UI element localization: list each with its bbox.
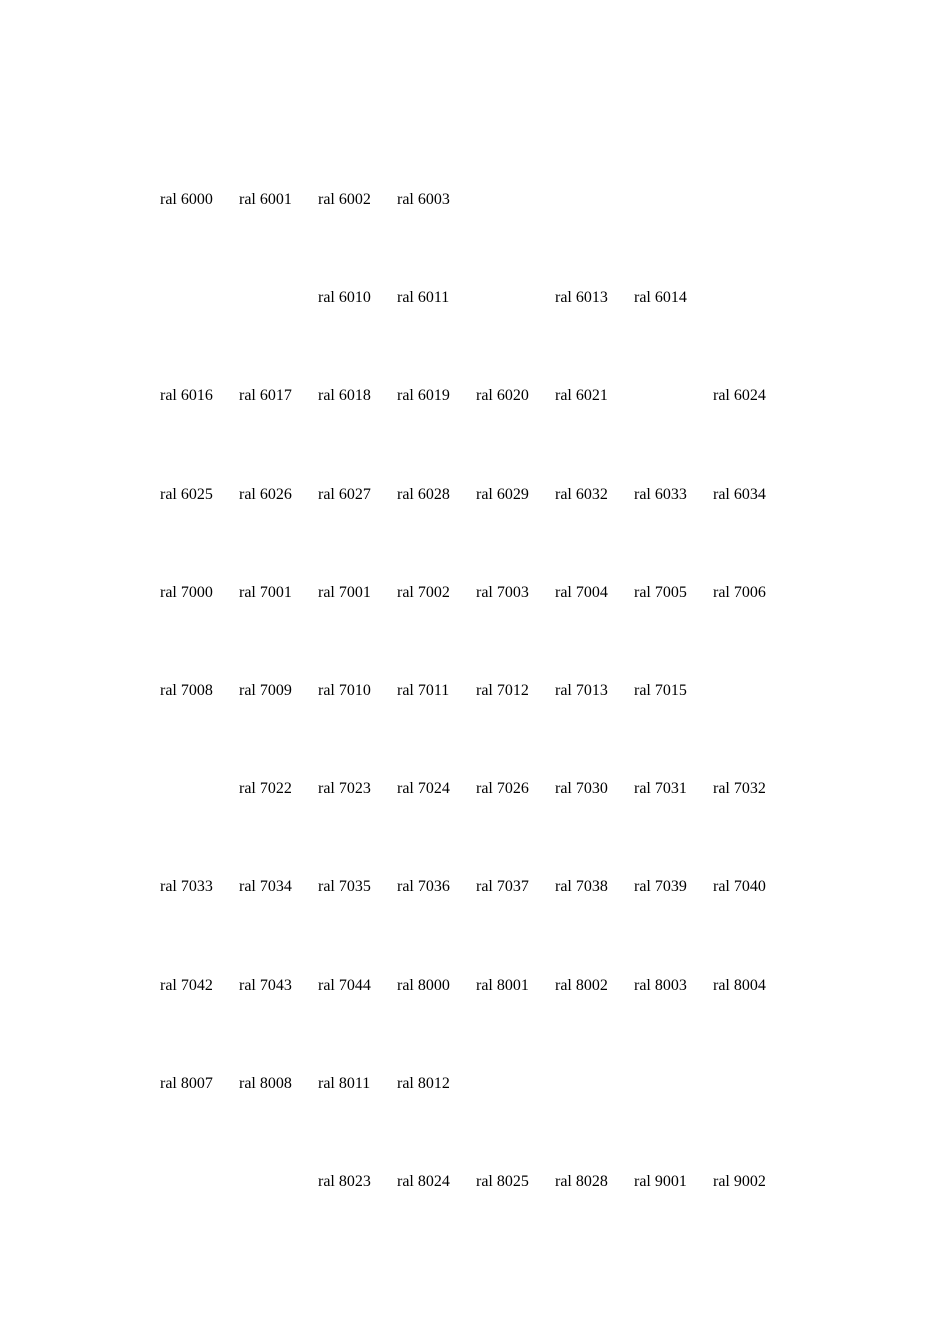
ral-label: ral 6010	[318, 289, 371, 307]
ral-label: ral 7037	[476, 878, 529, 896]
grid-row	[160, 386, 792, 484]
grid-row	[160, 877, 792, 975]
ral-label: ral 7006	[713, 583, 766, 601]
ral-label: ral 6000	[160, 191, 213, 208]
ral-label: ral 6003	[397, 191, 450, 208]
ral-label: ral 8008	[239, 1074, 292, 1092]
ral-label: ral 7011	[397, 681, 450, 699]
grid-row	[160, 190, 792, 288]
ral-label: ral 6028	[397, 485, 450, 503]
ral-label: ral 8001	[476, 976, 529, 994]
ral-label: ral 8007	[160, 1074, 213, 1092]
grid-row	[160, 976, 792, 1074]
ral-label: ral 6016	[160, 387, 213, 405]
ral-label: ral 7026	[476, 780, 529, 798]
ral-label: ral 6021	[555, 387, 608, 405]
grid-row	[160, 1074, 792, 1172]
ral-label: ral 8011	[318, 1074, 371, 1092]
ral-label: ral 6014	[634, 289, 687, 307]
ral-label: ral 7003	[476, 583, 529, 601]
ral-label: ral 7009	[239, 681, 292, 699]
ral-label: ral 7001	[318, 583, 371, 601]
ral-label: ral 6001	[239, 191, 292, 208]
grid-row	[160, 583, 792, 681]
ral-label: ral 6026	[239, 485, 292, 503]
ral-label: ral 6032	[555, 485, 608, 503]
ral-label: ral 7001	[239, 583, 292, 601]
grid-row	[160, 288, 792, 386]
ral-label: ral 7034	[239, 878, 292, 896]
ral-color-label-grid	[160, 190, 792, 1270]
ral-label: ral 6018	[318, 387, 371, 405]
ral-label: ral 9001	[634, 1172, 687, 1190]
grid-row	[160, 779, 792, 877]
ral-label: ral 7042	[160, 976, 213, 994]
ral-label: ral 6019	[397, 387, 450, 405]
ral-label: ral 7024	[397, 780, 450, 798]
ral-label: ral 7036	[397, 878, 450, 896]
ral-label: ral 6029	[476, 485, 529, 503]
ral-label: ral 8024	[397, 1172, 450, 1190]
ral-label: ral 7038	[555, 878, 608, 896]
grid-row	[160, 1172, 792, 1270]
ral-label: ral 6027	[318, 485, 371, 503]
ral-label: ral 7012	[476, 681, 529, 699]
ral-label: ral 8004	[713, 976, 766, 994]
ral-label: ral 8000	[397, 976, 450, 994]
ral-label: ral 7040	[713, 878, 766, 896]
ral-label: ral 6002	[318, 191, 371, 208]
ral-label: ral 7044	[318, 976, 371, 994]
ral-label: ral 6011	[397, 289, 450, 307]
ral-label: ral 7033	[160, 878, 213, 896]
ral-label: ral 6020	[476, 387, 529, 405]
ral-label: ral 7043	[239, 976, 292, 994]
ral-label: ral 8028	[555, 1172, 608, 1190]
ral-label: ral 7004	[555, 583, 608, 601]
ral-label: ral 6024	[713, 387, 766, 405]
ral-label: ral 7031	[634, 780, 687, 798]
ral-label: ral 7010	[318, 681, 371, 699]
grid-row	[160, 485, 792, 583]
ral-label: ral 7035	[318, 878, 371, 896]
ral-label: ral 8012	[397, 1074, 450, 1092]
ral-label: ral 7030	[555, 780, 608, 798]
ral-label: ral 6025	[160, 485, 213, 503]
ral-label: ral 6013	[555, 289, 608, 307]
ral-label: ral 6034	[713, 485, 766, 503]
ral-label: ral 9002	[713, 1172, 766, 1190]
ral-label: ral 7022	[239, 780, 292, 798]
ral-label: ral 7013	[555, 681, 608, 699]
ral-label: ral 7002	[397, 583, 450, 601]
ral-label: ral 7023	[318, 780, 371, 798]
grid-row	[160, 681, 792, 779]
ral-label: ral 6033	[634, 485, 687, 503]
ral-label: ral 8002	[555, 976, 608, 994]
ral-label: ral 8003	[634, 976, 687, 994]
ral-label: ral 8025	[476, 1172, 529, 1190]
ral-label: ral 7015	[634, 681, 687, 699]
ral-label: ral 7008	[160, 681, 213, 699]
ral-label: ral 6017	[239, 387, 292, 405]
ral-label: ral 7005	[634, 583, 687, 601]
ral-label: ral 7039	[634, 878, 687, 896]
ral-label: ral 7000	[160, 583, 213, 601]
ral-label: ral 7032	[713, 780, 766, 798]
ral-label: ral 8023	[318, 1172, 371, 1190]
